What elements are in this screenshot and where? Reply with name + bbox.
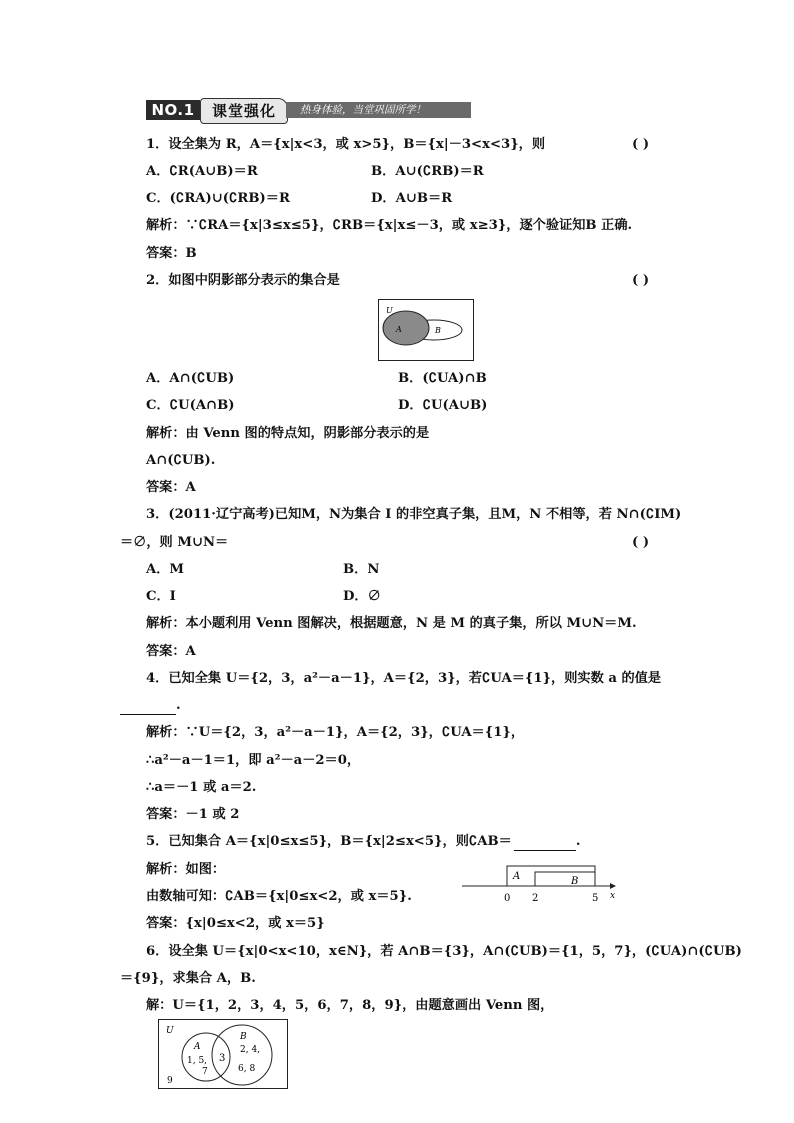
q5-set-b-bracket [535,872,595,886]
q5-axis-arrow [610,883,616,889]
q5-axis-label-x: x [610,891,616,901]
q2-venn-diagram [378,299,474,361]
q2-answer: 答案：A [146,480,196,495]
q6-stem-line1: 6．设全集 U＝{x|0<x<10，x∈N}，若 A∩B＝{3}，A∩(∁UB)＝{1，5，7}，(∁UA)∩(∁UB) [146,944,742,959]
q6-region-intersection: 3 [219,1053,226,1064]
q4-analysis-line1: 解析：∵U＝{2，3，a²－a－1}，A＝{2，3}，∁UA＝{1}， [146,725,525,740]
q6-region-b-only-line2: 6, 8 [238,1064,256,1074]
q6-region-a-only-line1: 1, 5, [187,1056,208,1066]
q1-analysis: 解析：∵∁RA＝{x|3≤x≤5}，∁RB＝{x|x≤－3，或 x≥3}，逐个验证知B 正确. [146,218,633,233]
q5-number-line [460,858,620,908]
q4-answer: 答案：－1 或 2 [146,807,240,822]
q2-label-u: U [386,306,393,315]
q4-analysis-line3: ∴a＝－1 或 a＝2. [146,780,257,795]
q2-answer-paren: ( ) [632,273,650,288]
q6-label-u: U [166,1026,174,1036]
q1-option-d: D．A∪B＝R [371,191,453,206]
banner-number: NO.1 [146,100,200,120]
q5-tick-5: 5 [592,893,599,904]
q5-stem-end: . [575,834,581,849]
q6-solution: 解：U＝{1，2，3，4，5，6，7，8，9}，由题意画出 Venn 图， [146,998,554,1013]
section-banner [146,98,471,122]
q4-stem: 4．已知全集 U＝{2，3，a²－a－1}，A＝{2，3}，若∁UA＝{1}，则实数 a 的值是 [146,671,662,686]
banner-slogan: 热身体验，当堂巩固所学！ [286,102,471,118]
q5-analysis-line2: 由数轴可知：∁AB＝{x|0≤x<2，或 x＝5}. [146,889,412,904]
q2-option-a: A．A∩(∁UB) [146,371,235,386]
q3-option-b: B．N [343,562,380,577]
q6-label-b: B [240,1032,247,1042]
q3-option-c: C．I [146,589,176,604]
q5-answer: 答案：{x|0≤x<2，或 x＝5} [146,916,325,931]
q3-answer-paren: ( ) [632,535,650,550]
q5-stem-line [146,833,580,851]
q1-answer-paren: ( ) [632,137,650,152]
q5-answer-blank [514,834,576,851]
q5-analysis-line1: 解析：如图： [146,862,226,877]
q5-tick-2: 2 [532,893,539,904]
q3-option-d: D．∅ [343,589,381,604]
q1-option-a: A．∁R(A∪B)＝R [146,164,258,179]
q5-label-a: A [513,871,521,882]
q3-stem-line2: ＝∅，则 M∪N＝ [120,535,229,550]
q2-label-b: B [435,326,441,335]
q5-label-b: B [571,876,579,887]
q2-option-c: C．∁U(A∩B) [146,398,235,413]
q3-analysis: 解析：本小题利用 Venn 图解决，根据题意，N 是 M 的真子集，所以 M∪N＝M. [146,616,637,631]
q2-stem: 2．如图中阴影部分表示的集合是 [146,273,340,288]
q2-option-d: D．∁U(A∪B) [398,398,488,413]
q2-set-a-ellipse [383,311,429,345]
q3-answer: 答案：A [146,644,196,659]
q2-option-b: B．(∁UA)∩B [398,371,487,386]
q2-label-a: A [396,325,402,334]
q4-stem-end: . [176,698,181,713]
q6-region-a-only-line2: 7 [202,1067,208,1077]
q2-analysis-line2: A∩(∁UB). [146,453,216,468]
q1-option-c: C．(∁RA)∪(∁RB)＝R [146,191,290,206]
q6-label-a: A [194,1042,201,1052]
q1-answer: 答案：B [146,246,197,261]
banner-title: 课堂强化 [200,98,288,124]
q5-tick-0: 0 [504,893,511,904]
q6-stem-line2: ＝{9}，求集合 A，B. [120,971,256,986]
q6-venn-diagram [158,1019,288,1089]
q5-stem: 5．已知集合 A＝{x|0≤x≤5}，B＝{x|2≤x<5}，则∁AB＝ [146,834,512,849]
q3-stem-line1: 3．(2011·辽宁高考)已知M，N为集合 I 的非空真子集，且M，N 不相等，若 N∩(∁IM) [146,507,682,522]
q6-region-outside: 9 [167,1076,173,1086]
q1-stem: 1．设全集为 R，A＝{x|x<3，或 x>5}，B＝{x|－3<x<3}，则 [146,137,546,152]
q3-option-a: A．M [146,562,185,577]
q6-region-b-only-line1: 2, 4, [240,1045,261,1055]
q2-analysis-line1: 解析：由 Venn 图的特点知，阴影部分表示的是 [146,426,430,441]
q4-answer-blank [120,698,176,715]
q4-analysis-line2: ∴a²－a－1＝1，即 a²－a－2＝0， [146,753,361,768]
q1-option-b: B．A∪(∁RB)＝R [371,164,484,179]
q4-blank-line [120,697,181,715]
